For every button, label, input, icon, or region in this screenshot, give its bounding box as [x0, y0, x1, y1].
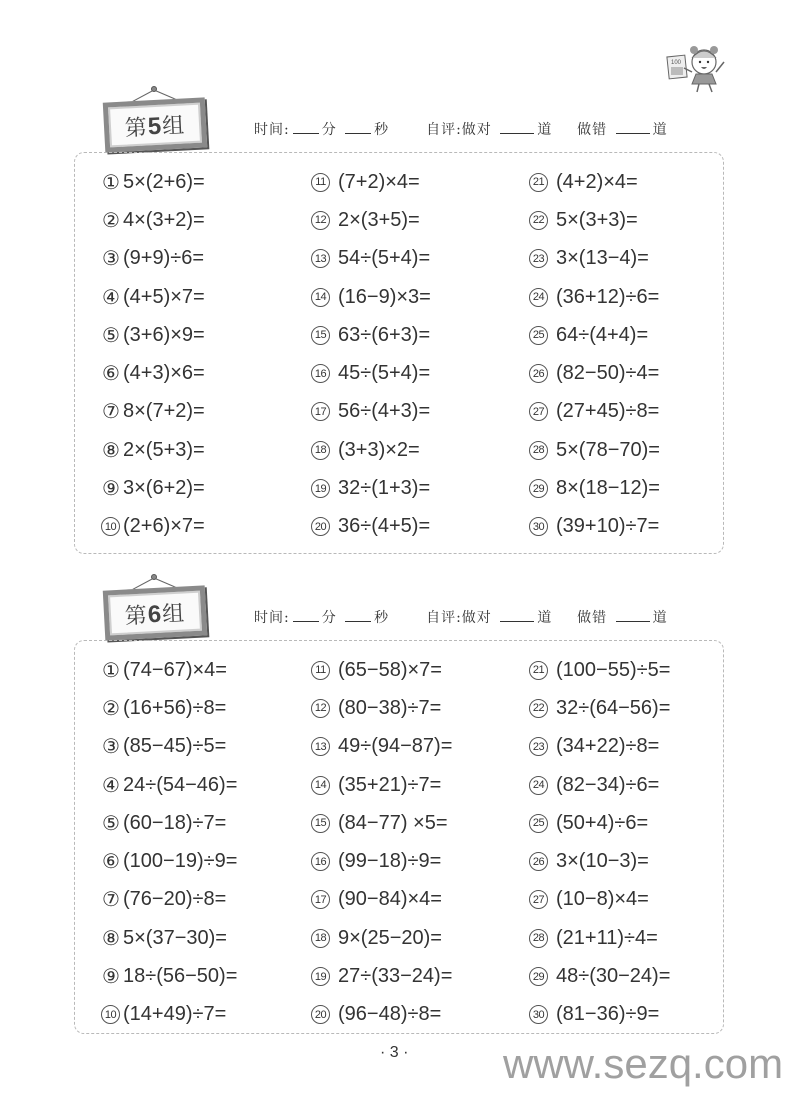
problem-number: 25 — [529, 814, 548, 833]
hanging-sign — [102, 82, 212, 158]
problems-box — [74, 640, 724, 1034]
problem-number: ⑥ — [102, 363, 119, 386]
correct-count-blank[interactable] — [500, 121, 534, 134]
problem-number: 10 — [101, 517, 120, 536]
expression: (84−77) ×5= — [338, 811, 448, 834]
expression: 8×(7+2)= — [123, 400, 205, 423]
problem-number: ② — [102, 209, 119, 232]
minutes-blank[interactable] — [293, 609, 319, 622]
problem-number: 11 — [311, 661, 330, 680]
problem — [529, 201, 729, 239]
problem — [101, 728, 311, 766]
problem-number: 30 — [529, 517, 548, 536]
second-label: 秒 — [374, 122, 390, 138]
problem-column-2 — [311, 163, 529, 546]
problem — [311, 201, 529, 239]
problem-number: 29 — [529, 479, 548, 498]
wrong-count-blank[interactable] — [616, 609, 650, 622]
minute-label: 分 — [321, 610, 337, 626]
unit-label: 道 — [652, 610, 668, 626]
problem-number: ⑦ — [102, 401, 119, 424]
problem-number: ④ — [102, 774, 119, 797]
expression: (21+11)÷4= — [556, 926, 658, 949]
expression: 24÷(54−46)= — [123, 773, 238, 796]
expression: (7+2)×4= — [338, 170, 420, 193]
problem — [529, 919, 729, 957]
problem — [101, 469, 311, 507]
expression: (100−55)÷5= — [556, 658, 671, 681]
problem — [529, 508, 729, 546]
expression: (34+22)÷8= — [556, 735, 660, 758]
problem — [311, 651, 529, 689]
problem-number: ④ — [102, 286, 119, 309]
expression: 5×(37−30)= — [123, 926, 227, 949]
problem-number: ⑥ — [102, 851, 119, 874]
problem-number: 30 — [529, 1005, 548, 1024]
exercise-group-6 — [74, 570, 724, 1034]
problem — [529, 957, 729, 995]
expression: 4×(3+2)= — [123, 208, 205, 231]
problem-column-2 — [311, 651, 529, 1034]
expression: (3+3)×2= — [338, 438, 420, 461]
problem — [311, 957, 529, 995]
problem-number: 18 — [311, 441, 330, 460]
problem-number: 23 — [529, 249, 548, 268]
expression: (10−8)×4= — [556, 888, 649, 911]
group-title-board — [103, 585, 207, 640]
problems-box — [74, 152, 724, 554]
problem-number: 27 — [529, 890, 548, 909]
problem-column-1 — [101, 163, 311, 546]
expression: (65−58)×7= — [338, 658, 442, 681]
group-header — [74, 570, 724, 640]
unit-label: 道 — [537, 122, 553, 138]
problem — [529, 842, 729, 880]
problem-number: 19 — [311, 967, 330, 986]
expression: (74−67)×4= — [123, 658, 227, 681]
expression: 56÷(4+3)= — [338, 400, 431, 423]
problem — [311, 996, 529, 1034]
problem — [311, 469, 529, 507]
problem-number: 24 — [529, 776, 548, 795]
problem — [529, 316, 729, 354]
problem — [529, 163, 729, 201]
problem — [311, 842, 529, 880]
minute-label: 分 — [321, 122, 337, 138]
expression: (4+3)×6= — [123, 362, 205, 385]
problem — [101, 766, 311, 804]
problem — [529, 804, 729, 842]
expression: (2+6)×7= — [123, 515, 205, 538]
problem — [101, 316, 311, 354]
problem-number: 10 — [101, 1005, 120, 1024]
expression: (99−18)÷9= — [338, 850, 442, 873]
expression: (27+45)÷8= — [556, 400, 660, 423]
problem — [101, 354, 311, 392]
problem-number: 27 — [529, 402, 548, 421]
problem-number: 22 — [529, 699, 548, 718]
problem — [311, 508, 529, 546]
expression: 48÷(30−24)= — [556, 965, 671, 988]
problem — [529, 469, 729, 507]
problem-number: ③ — [102, 736, 119, 759]
problem — [101, 163, 311, 201]
problem-column-3 — [529, 163, 729, 546]
problem-number: ② — [102, 697, 119, 720]
problem-number: 13 — [311, 737, 330, 756]
seconds-blank[interactable] — [345, 609, 371, 622]
problem — [101, 508, 311, 546]
problem-number: 12 — [311, 211, 330, 230]
expression: 2×(3+5)= — [338, 208, 420, 231]
expression: 5×(3+3)= — [556, 208, 638, 231]
problem — [101, 431, 311, 469]
expression: (82−34)÷6= — [556, 773, 660, 796]
problem-number: 21 — [529, 173, 548, 192]
second-label: 秒 — [374, 610, 390, 626]
problem-number: 15 — [311, 814, 330, 833]
problem — [311, 354, 529, 392]
problem — [311, 163, 529, 201]
problem — [101, 881, 311, 919]
expression: (80−38)÷7= — [338, 696, 442, 719]
problem — [101, 689, 311, 727]
expression: (85−45)÷5= — [123, 735, 227, 758]
expression: 54÷(5+4)= — [338, 247, 431, 270]
expression: 9×(25−20)= — [338, 926, 442, 949]
problem-number: 14 — [311, 288, 330, 307]
time-and-self-eval — [254, 119, 668, 139]
problem — [529, 278, 729, 316]
minutes-blank[interactable] — [293, 121, 319, 134]
problem-number: 18 — [311, 929, 330, 948]
wrong-count-blank[interactable] — [616, 121, 650, 134]
correct-count-blank[interactable] — [500, 609, 534, 622]
problem — [311, 728, 529, 766]
expression: 18÷(56−50)= — [123, 965, 238, 988]
problem — [311, 804, 529, 842]
problem-number: 16 — [311, 364, 330, 383]
svg-text:100: 100 — [671, 60, 682, 66]
problem-column-1 — [101, 651, 311, 1034]
unit-label: 道 — [537, 610, 553, 626]
expression: (81−36)÷9= — [556, 1003, 660, 1026]
problem-number: 22 — [529, 211, 548, 230]
problem-number: ⑤ — [102, 812, 119, 835]
expression: (35+21)÷7= — [338, 773, 442, 796]
time-label: 时间: — [254, 610, 290, 626]
group-header — [74, 82, 724, 152]
problem-number: ⑧ — [102, 927, 119, 950]
problem — [101, 393, 311, 431]
problem-number: 26 — [529, 852, 548, 871]
problem — [529, 996, 729, 1034]
self-eval-correct-label: 自评:做对 — [426, 122, 492, 138]
problem — [101, 240, 311, 278]
problem — [311, 881, 529, 919]
expression: (4+2)×4= — [556, 170, 638, 193]
problem-number: 19 — [311, 479, 330, 498]
expression: (60−18)÷7= — [123, 811, 227, 834]
problem — [101, 804, 311, 842]
expression: 2×(5+3)= — [123, 438, 205, 461]
problem-number: 25 — [529, 326, 548, 345]
unit-label: 道 — [652, 122, 668, 138]
problem-number: ⑧ — [102, 439, 119, 462]
expression: (82−50)÷4= — [556, 362, 660, 385]
wrong-label: 做错 — [577, 122, 608, 138]
hanging-sign — [102, 570, 212, 646]
problem-number: 14 — [311, 776, 330, 795]
problem — [529, 431, 729, 469]
problem — [311, 240, 529, 278]
problem — [311, 689, 529, 727]
problem-number: 28 — [529, 441, 548, 460]
expression: (39+10)÷7= — [556, 515, 660, 538]
problem-number: ⑤ — [102, 324, 119, 347]
problem — [101, 201, 311, 239]
problem-number: ⑨ — [102, 478, 119, 501]
problem-number: 26 — [529, 364, 548, 383]
problem-number: 11 — [311, 173, 330, 192]
group-title: 第6组 — [124, 600, 186, 630]
self-eval-correct-label: 自评:做对 — [426, 610, 492, 626]
problem-number: 15 — [311, 326, 330, 345]
problem — [311, 278, 529, 316]
problem — [529, 240, 729, 278]
problem — [311, 766, 529, 804]
expression: 27÷(33−24)= — [338, 965, 453, 988]
time-and-self-eval — [254, 607, 668, 627]
expression: (16−9)×3= — [338, 285, 431, 308]
problem-number: 20 — [311, 1005, 330, 1024]
problem — [529, 689, 729, 727]
wrong-label: 做错 — [577, 610, 608, 626]
exercise-group-5 — [74, 82, 724, 554]
expression: 36÷(4+5)= — [338, 515, 431, 538]
expression: 5×(2+6)= — [123, 170, 205, 193]
problem — [101, 278, 311, 316]
seconds-blank[interactable] — [345, 121, 371, 134]
problem — [101, 996, 311, 1034]
expression: (16+56)÷8= — [123, 696, 227, 719]
group-title: 第5组 — [124, 112, 186, 142]
expression: 8×(18−12)= — [556, 477, 660, 500]
expression: (90−84)×4= — [338, 888, 442, 911]
expression: 32÷(64−56)= — [556, 696, 671, 719]
expression: (36+12)÷6= — [556, 285, 660, 308]
expression: 5×(78−70)= — [556, 438, 660, 461]
expression: (14+49)÷7= — [123, 1003, 227, 1026]
problem — [311, 919, 529, 957]
expression: (50+4)÷6= — [556, 811, 649, 834]
watermark: www.sezq.com — [503, 1040, 784, 1087]
expression: 64÷(4+4)= — [556, 323, 649, 346]
group-title-board — [103, 97, 207, 152]
problem-number: 21 — [529, 661, 548, 680]
problem-number: 29 — [529, 967, 548, 986]
problem-number: ③ — [102, 248, 119, 271]
expression: (4+5)×7= — [123, 285, 205, 308]
problem — [529, 651, 729, 689]
problem — [311, 393, 529, 431]
expression: 3×(13−4)= — [556, 247, 649, 270]
problem — [311, 316, 529, 354]
expression: (96−48)÷8= — [338, 1003, 442, 1026]
problem-number: 16 — [311, 852, 330, 871]
problem — [529, 354, 729, 392]
problem — [529, 393, 729, 431]
problem — [529, 766, 729, 804]
problem-number: 20 — [311, 517, 330, 536]
problem-number: 17 — [311, 402, 330, 421]
problem-number: ⑨ — [102, 966, 119, 989]
expression: 63÷(6+3)= — [338, 323, 431, 346]
time-label: 时间: — [254, 122, 290, 138]
expression: 32÷(1+3)= — [338, 477, 431, 500]
problem — [529, 881, 729, 919]
problem — [101, 842, 311, 880]
problem-number: 23 — [529, 737, 548, 756]
problem-number: 12 — [311, 699, 330, 718]
problem-number: ① — [102, 171, 119, 194]
problem — [311, 431, 529, 469]
expression: (76−20)÷8= — [123, 888, 227, 911]
expression: (9+9)÷6= — [123, 247, 205, 270]
expression: (100−19)÷9= — [123, 850, 238, 873]
expression: 3×(6+2)= — [123, 477, 205, 500]
problem-number: ⑦ — [102, 889, 119, 912]
problem-number: ① — [102, 659, 119, 682]
problem-number: 13 — [311, 249, 330, 268]
page-number: · 3 · — [380, 1044, 409, 1061]
problem — [101, 957, 311, 995]
problem-number: 28 — [529, 929, 548, 948]
expression: 3×(10−3)= — [556, 850, 649, 873]
problem-number: 24 — [529, 288, 548, 307]
expression: (3+6)×9= — [123, 323, 205, 346]
expression: 49÷(94−87)= — [338, 735, 453, 758]
problem — [101, 919, 311, 957]
problem-number: 17 — [311, 890, 330, 909]
problem — [101, 651, 311, 689]
problem — [529, 728, 729, 766]
problem-column-3 — [529, 651, 729, 1034]
expression: 45÷(5+4)= — [338, 362, 431, 385]
